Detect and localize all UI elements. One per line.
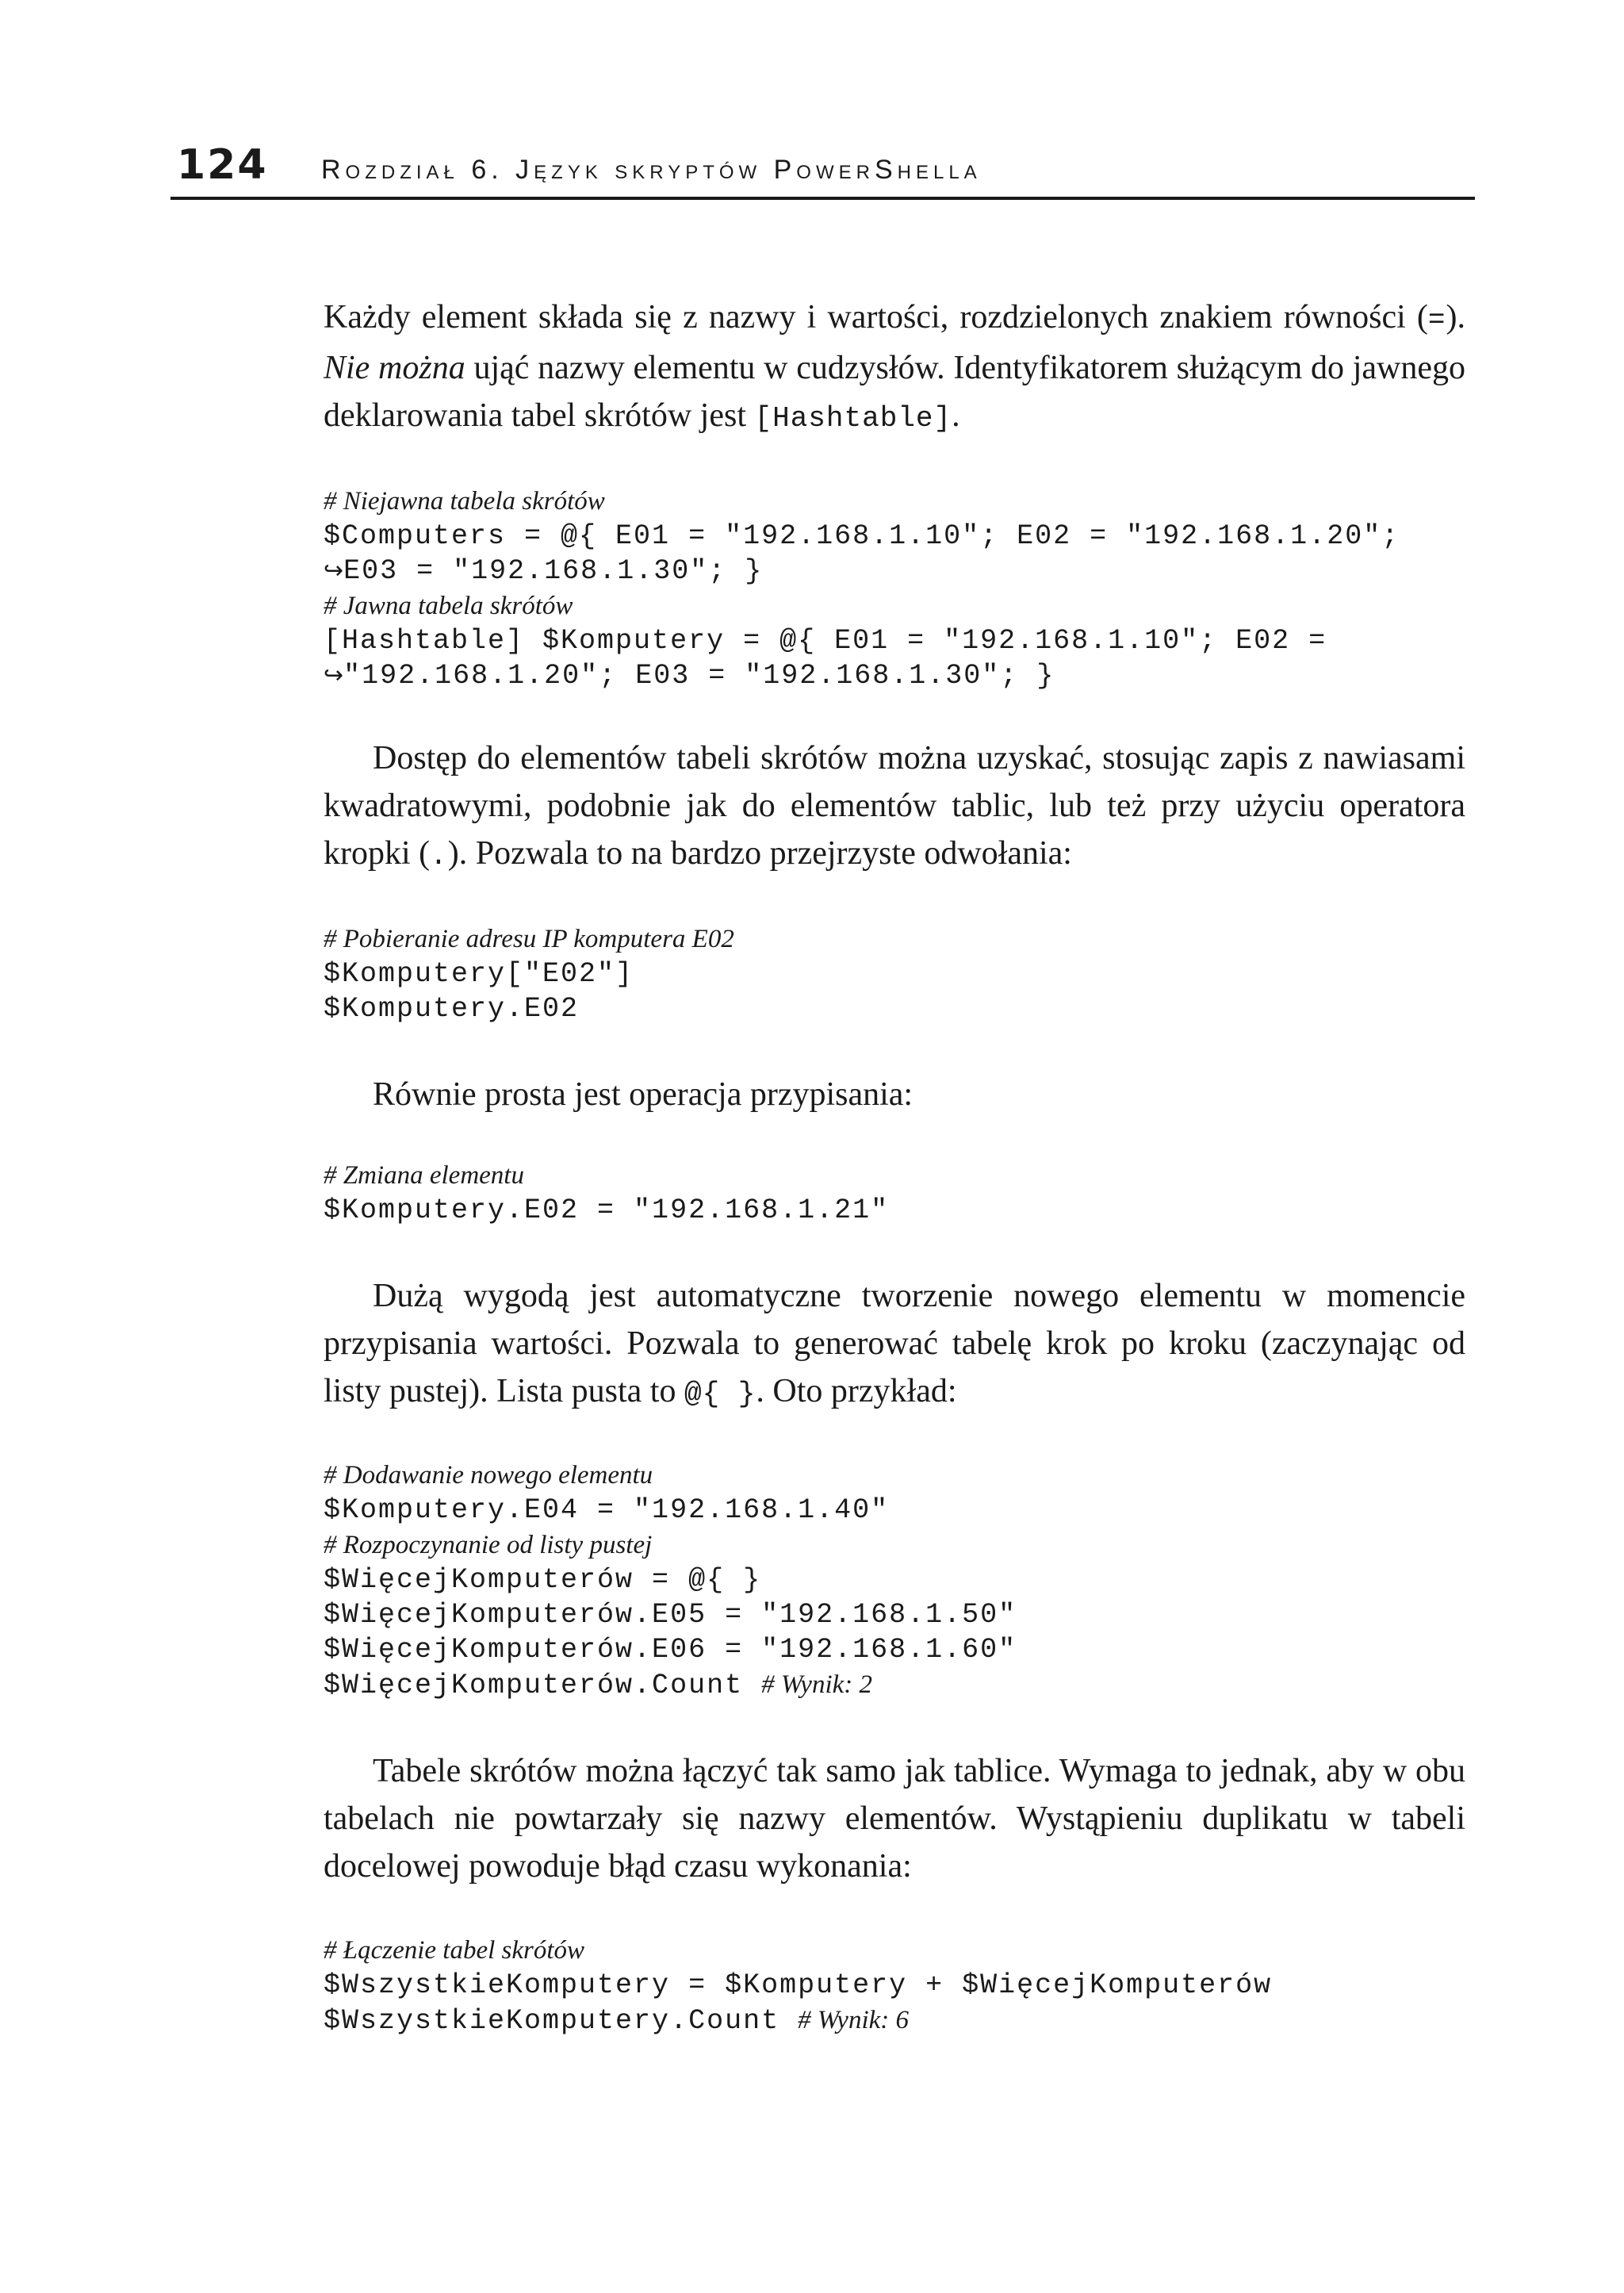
paragraph-merge: Tabele skrótów można łączyć tak samo jak tablice. Wymaga to jednak, aby w obu tabelach nie powtarzały się nazwy elementów. Wystąpieniu duplikatu w tabeli docelowej powoduje błąd czasu wykonania: (324, 1753, 1465, 1885)
chapter-title: Rozdział 6. Język skryptów PowerShella (321, 155, 982, 185)
paragraph-text: Dostęp do elementów tabeli skrótów można uzyskać, stosując zapis z nawiasami kwadratowymi, podobnie jak do elementów tablic, lub też przy użyciu operatora kropki ( (324, 740, 1465, 872)
inline-code: = (1427, 304, 1446, 336)
page-content (324, 293, 1465, 2038)
code-comment: # Pobieranie adresu IP komputera E02 (324, 925, 734, 953)
code-block-access (324, 922, 1465, 1026)
code-comment: # Zmiana elementu (324, 1161, 524, 1190)
paragraph-auto-create (324, 1272, 1465, 1418)
code-comment: # Rozpoczynanie od listy pustej (324, 1531, 653, 1559)
code-comment: # Niejawna tabela skrótów (324, 487, 605, 516)
code-result-comment: # Wynik: 2 (761, 1670, 873, 1699)
code-line: $WszystkieKomputery = $Komputery + $WięcejKomputerów (324, 1969, 1273, 2001)
code-line: $Komputery.E04 = "192.168.1.40" (324, 1494, 890, 1526)
code-line: [Hashtable] $Komputery = @{ E01 = "192.168.1.10"; E02 = (324, 625, 1327, 657)
code-line (324, 2003, 1465, 2038)
code-block-declaration (324, 484, 1465, 693)
code-line (324, 658, 1465, 693)
page-number: 124 (177, 141, 268, 189)
inline-code: @{ } (684, 1378, 756, 1410)
running-header (170, 141, 1475, 200)
paragraph-text: ). Pozwala to na bardzo przejrzyste odwołania: (447, 835, 1072, 872)
paragraph-element-access (324, 734, 1465, 880)
code-line (324, 554, 1465, 589)
paragraph-text: ). (1446, 299, 1465, 336)
code-line: $Komputery.E02 (324, 993, 580, 1025)
inline-code: . (430, 840, 448, 872)
code-result-comment: # Wynik: 6 (798, 2006, 910, 2034)
code-line (324, 1667, 1465, 1703)
paragraph-assignment: Równie prosta jest operacja przypisania: (373, 1076, 914, 1113)
paragraph-text: Dużą wygodą jest automatyczne tworzenie nowego elementu w momencie przypisania wartości. Pozwala to generować tabelę krok po kroku (zaczynając od listy pustej). Lista pusta to (324, 1278, 1465, 1409)
code-block-assignment (324, 1158, 1465, 1228)
code-line: $Komputery.E02 = "192.168.1.21" (324, 1194, 890, 1226)
code-line: $WięcejKomputerów.E05 = "192.168.1.50" (324, 1599, 1017, 1631)
code-block-merge (324, 1933, 1465, 2038)
paragraph-text: ująć nazwy elementu w cudzysłów. Identyfikatorem służącym do jawnego deklarowania tabel skrótów jest (324, 350, 1465, 434)
code-line: $Komputery["E02"] (324, 958, 634, 990)
code-comment: # Dodawanie nowego elementu (324, 1461, 653, 1490)
line-continuation-icon: ↪ (324, 661, 344, 689)
code-line-text: "192.168.1.20"; E03 = "192.168.1.30"; } (343, 660, 1055, 692)
code-block-add-element (324, 1458, 1465, 1703)
paragraph-text: Każdy element składa się z nazwy i wartości, rozdzielonych znakiem równości ( (324, 299, 1428, 336)
paragraph-text: . Oto przykład: (756, 1373, 957, 1409)
inline-code: [Hashtable] (754, 402, 952, 435)
code-line: $WięcejKomputerów = @{ } (324, 1564, 762, 1596)
code-comment: # Łączenie tabel skrótów (324, 1936, 585, 1965)
paragraph-text: . (952, 397, 960, 434)
code-line-text: E03 = "192.168.1.30"; } (343, 555, 764, 587)
code-comment: # Jawna tabela skrótów (324, 592, 573, 620)
paragraph-hashtable-syntax (324, 293, 1465, 443)
code-line: $WięcejKomputerów.E06 = "192.168.1.60" (324, 1634, 1017, 1666)
code-line: $Computers = @{ E01 = "192.168.1.10"; E02 = "192.168.1.20"; (324, 520, 1400, 552)
emphasis-text: Nie można (324, 350, 465, 386)
code-line-text: $WszystkieKomputery.Count (324, 2005, 799, 2037)
code-line-text: $WięcejKomputerów.Count (324, 1670, 762, 1701)
line-continuation-icon: ↪ (324, 557, 344, 585)
